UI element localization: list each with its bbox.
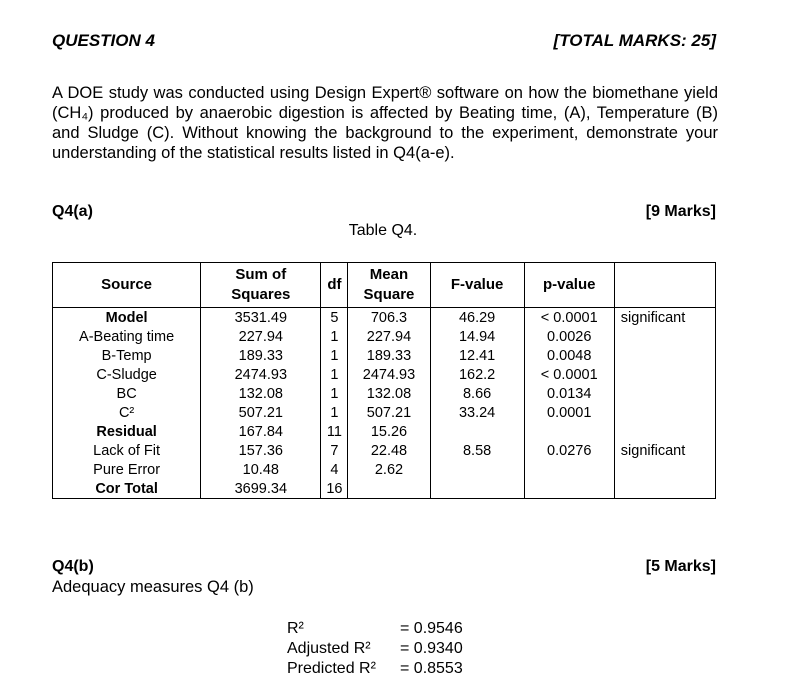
header-f-value: F-value bbox=[430, 263, 524, 308]
cell-df: 5 bbox=[321, 308, 348, 328]
q4a-label: Q4(a) bbox=[52, 203, 93, 220]
cell-f: 8.58 bbox=[430, 441, 524, 460]
table-header-row bbox=[53, 263, 716, 308]
cell-source: BC bbox=[53, 384, 201, 403]
total-marks: [TOTAL MARKS: 25] bbox=[553, 31, 716, 50]
cell-ss: 2474.93 bbox=[201, 365, 321, 384]
cell-p bbox=[524, 460, 614, 479]
r-squared-value: = 0.9546 bbox=[400, 620, 463, 637]
table-row bbox=[53, 460, 716, 479]
cell-ss: 227.94 bbox=[201, 327, 321, 346]
cell-df: 1 bbox=[321, 384, 348, 403]
header-mean-square: Mean Square bbox=[348, 263, 430, 308]
table-row bbox=[53, 479, 716, 499]
cell-source: Pure Error bbox=[53, 460, 201, 479]
cell-note bbox=[614, 365, 715, 384]
cell-df: 7 bbox=[321, 441, 348, 460]
cell-ms: 2.62 bbox=[348, 460, 430, 479]
q4b-subtitle: Adequacy measures Q4 (b) bbox=[52, 578, 254, 596]
adjusted-r-squared-value: = 0.9340 bbox=[400, 640, 463, 657]
table-row bbox=[53, 308, 716, 328]
cell-f bbox=[430, 479, 524, 499]
cell-f bbox=[430, 460, 524, 479]
cell-ss: 3699.34 bbox=[201, 479, 321, 499]
header-sum-of-squares: Sum of Squares bbox=[201, 263, 321, 308]
r-squared-label: R² bbox=[287, 620, 304, 637]
cell-f: 46.29 bbox=[430, 308, 524, 328]
cell-source: C-Sludge bbox=[53, 365, 201, 384]
q4b-label: Q4(b) bbox=[52, 558, 94, 575]
table-row bbox=[53, 422, 716, 441]
cell-p: 0.0134 bbox=[524, 384, 614, 403]
table-row bbox=[53, 365, 716, 384]
cell-note bbox=[614, 346, 715, 365]
q4a-marks: [9 Marks] bbox=[645, 203, 716, 220]
cell-ss: 157.36 bbox=[201, 441, 321, 460]
cell-ms: 2474.93 bbox=[348, 365, 430, 384]
cell-note: significant bbox=[614, 441, 715, 460]
table-row bbox=[53, 384, 716, 403]
cell-p: < 0.0001 bbox=[524, 365, 614, 384]
cell-note bbox=[614, 403, 715, 422]
cell-source: Residual bbox=[53, 422, 201, 441]
cell-p: 0.0048 bbox=[524, 346, 614, 365]
cell-note bbox=[614, 327, 715, 346]
q4b-marks: [5 Marks] bbox=[645, 558, 716, 575]
cell-ss: 189.33 bbox=[201, 346, 321, 365]
table-caption: Table Q4. bbox=[348, 222, 418, 239]
cell-f bbox=[430, 422, 524, 441]
cell-ss: 3531.49 bbox=[201, 308, 321, 328]
question-title: QUESTION 4 bbox=[52, 31, 155, 50]
header-df: df bbox=[321, 263, 348, 308]
cell-df: 1 bbox=[321, 346, 348, 365]
cell-note bbox=[614, 422, 715, 441]
cell-ss: 10.48 bbox=[201, 460, 321, 479]
table-row bbox=[53, 441, 716, 460]
cell-p: 0.0276 bbox=[524, 441, 614, 460]
cell-p: 0.0001 bbox=[524, 403, 614, 422]
cell-source: A-Beating time bbox=[53, 327, 201, 346]
predicted-r-squared-label: Predicted R² bbox=[287, 660, 376, 677]
header-source: Source bbox=[53, 263, 201, 308]
cell-ms: 227.94 bbox=[348, 327, 430, 346]
cell-p bbox=[524, 479, 614, 499]
cell-ss: 167.84 bbox=[201, 422, 321, 441]
cell-f: 12.41 bbox=[430, 346, 524, 365]
table-row bbox=[53, 403, 716, 422]
cell-p bbox=[524, 422, 614, 441]
cell-source: C² bbox=[53, 403, 201, 422]
cell-ms: 15.26 bbox=[348, 422, 430, 441]
cell-ms: 507.21 bbox=[348, 403, 430, 422]
table-row bbox=[53, 346, 716, 365]
cell-source: Lack of Fit bbox=[53, 441, 201, 460]
cell-p: < 0.0001 bbox=[524, 308, 614, 328]
cell-f: 8.66 bbox=[430, 384, 524, 403]
cell-ms: 132.08 bbox=[348, 384, 430, 403]
cell-ms bbox=[348, 479, 430, 499]
predicted-r-squared-value: = 0.8553 bbox=[400, 660, 463, 677]
cell-source: Cor Total bbox=[53, 479, 201, 499]
cell-ss: 132.08 bbox=[201, 384, 321, 403]
header-note bbox=[614, 263, 715, 308]
cell-df: 16 bbox=[321, 479, 348, 499]
cell-note bbox=[614, 479, 715, 499]
cell-f: 14.94 bbox=[430, 327, 524, 346]
cell-df: 1 bbox=[321, 327, 348, 346]
cell-note bbox=[614, 384, 715, 403]
cell-df: 4 bbox=[321, 460, 348, 479]
header-p-value: p-value bbox=[524, 263, 614, 308]
intro-paragraph: A DOE study was conducted using Design Expert® software on how the biomethane yield (CH₄) produced by anaerobic digestion is affected by Beating time, (A), Temperature (B) and Sludge (C). Without knowing the background to the experiment, demonstrate your understanding of the statistical results listed in Q4(a-e). bbox=[52, 84, 718, 162]
cell-ms: 22.48 bbox=[348, 441, 430, 460]
cell-source: B-Temp bbox=[53, 346, 201, 365]
cell-f: 162.2 bbox=[430, 365, 524, 384]
cell-source: Model bbox=[53, 308, 201, 328]
cell-note bbox=[614, 460, 715, 479]
cell-f: 33.24 bbox=[430, 403, 524, 422]
cell-ms: 189.33 bbox=[348, 346, 430, 365]
cell-note: significant bbox=[614, 308, 715, 328]
adjusted-r-squared-label: Adjusted R² bbox=[287, 640, 371, 657]
table-row bbox=[53, 327, 716, 346]
cell-df: 1 bbox=[321, 403, 348, 422]
cell-df: 11 bbox=[321, 422, 348, 441]
cell-df: 1 bbox=[321, 365, 348, 384]
cell-ss: 507.21 bbox=[201, 403, 321, 422]
cell-p: 0.0026 bbox=[524, 327, 614, 346]
anova-table bbox=[52, 262, 716, 499]
cell-ms: 706.3 bbox=[348, 308, 430, 328]
